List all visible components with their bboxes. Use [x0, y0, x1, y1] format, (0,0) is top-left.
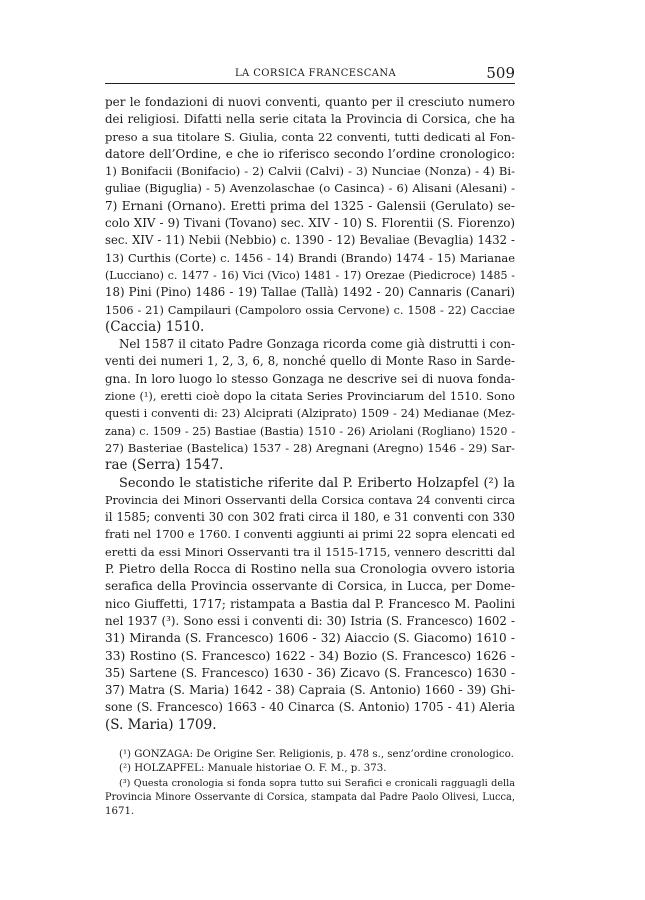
text-line: serafica della Provincia osservante di Corsica, in Lucca, per Dome- [105, 579, 515, 594]
text-line: zana) c. 1509 - 25) Bastiae (Bastia) 1510 - 26) Ariolani (Rogliano) 1520 - [105, 424, 515, 438]
text-line: guliae (Biguglia) - 5) Avenzolaschae (o Casinca) - 6) Alisani (Alesani) - [105, 181, 515, 196]
footnote-3-continued: 1671. [105, 806, 135, 818]
text-line: Secondo le statistiche riferite dal P. Eriberto Holzapfel (²) la [119, 475, 515, 491]
text-line: 35) Sartene (S. Francesco) 1630 - 36) Zicavo (S. Francesco) 1630 - [105, 665, 515, 680]
text-line: eretti da essi Minori Osservanti tra il 1515-1715, vennero descritti dal [105, 544, 515, 559]
text-line: nico Giuffetti, 1717; ristampata a Bastia dal P. Francesco M. Paolini [105, 596, 515, 611]
text-line: venti dei numeri 1, 2, 3, 6, 8, nonché quello di Monte Raso in Sarde- [105, 354, 515, 369]
text-line: sone (S. Francesco) 1663 - 40 Cinarca (S. Antonio) 1705 - 41) Aleria [105, 700, 515, 715]
text-line: (S. Maria) 1709. [105, 716, 217, 733]
footnote-3-continued: Provincia Minore Osservante di Corsica, stampata dal Padre Paolo Olivesi, Lucca, [105, 791, 515, 803]
text-line: per le fondazioni di nuovi conventi, quanto per il cresciuto numero [105, 95, 515, 109]
text-line: datore dell’Ordine, e che io riferisco secondo l’ordine cronologico: [105, 146, 515, 161]
text-line: frati nel 1700 e 1760. I conventi aggiunti ai primi 22 sopra elencati ed [105, 527, 515, 542]
page-header [105, 62, 515, 84]
text-line: sec. XIV - 11) Nebii (Nebbio) c. 1390 - 12) Bevaliae (Bevaglia) 1432 - [105, 233, 515, 248]
text-line: (Lucciano) c. 1477 - 16) Vici (Vico) 1481 - 17) Orezae (Piedicroce) 1485 - [105, 268, 515, 282]
text-line: 1506 - 21) Campilauri (Campoloro ossia Cervone) c. 1508 - 22) Cacciae [105, 303, 515, 317]
text-line: 31) Miranda (S. Francesco) 1606 - 32) Aiaccio (S. Giacomo) 1610 - [105, 631, 515, 646]
text-line: questi i conventi di: 23) Alciprati (Alziprato) 1509 - 24) Medianae (Mez- [105, 407, 515, 421]
text-line: 18) Pini (Pino) 1486 - 19) Tallae (Tallà) 1492 - 20) Cannaris (Canari) [105, 285, 515, 300]
text-line: rae (Serra) 1547. [105, 457, 224, 474]
text-line: preso a sua titolare S. Giulia, conta 22 conventi, tutti dedicati al Fon- [105, 129, 515, 144]
header-rule [105, 83, 515, 84]
text-line: Provincia dei Minori Osservanti della Corsica contava 24 conventi circa [105, 493, 515, 507]
text-line: colo XIV - 9) Tivani (Tovano) sec. XIV - 10) S. Florentii (S. Fiorenzo) [105, 216, 515, 231]
text-line: 7) Ernani (Ornano). Eretti prima del 1325 - Galensii (Gerulato) se- [105, 198, 515, 213]
text-line: il 1585; conventi 30 con 302 frati circa il 180, e 31 conventi con 330 [105, 510, 515, 525]
text-line: 37) Matra (S. Maria) 1642 - 38) Capraia (S. Antonio) 1660 - 39) Ghi- [105, 683, 515, 698]
text-line: P. Pietro della Rocca di Rostino nella sua Cronologia ovvero istoria [105, 562, 515, 577]
page-number: 509 [486, 64, 515, 82]
text-line: dei religiosi. Difatti nella serie citata la Provincia di Corsica, che ha [105, 112, 515, 127]
footnote-1: (¹) GONZAGA: De Origine Ser. Religionis, p. 478 s., senz’ordine cronologico. [119, 749, 514, 760]
text-line: nel 1937 (³). Sono essi i conventi di: 30) Istria (S. Francesco) 1602 - [105, 613, 515, 628]
body-text [105, 94, 515, 734]
text-line: Nel 1587 il citato Padre Gonzaga ricorda come già distrutti i con- [119, 337, 515, 352]
text-line: (Caccia) 1510. [105, 318, 205, 335]
footnote-2: (²) HOLZAPFEL: Manuale historiae O. F. M., p. 373. [119, 763, 387, 775]
text-line: zione (¹), eretti cioè dopo la citata Series Provinciarum del 1510. Sono [105, 389, 515, 404]
running-title: LA CORSICA FRANCESCANA [235, 68, 397, 79]
text-line: 13) Curthis (Corte) c. 1456 - 14) Brandi (Brando) 1474 - 15) Marianae [105, 250, 515, 265]
text-line: 27) Basteriae (Bastelica) 1537 - 28) Aregnani (Aregno) 1546 - 29) Sar- [105, 440, 515, 455]
text-line: 33) Rostino (S. Francesco) 1622 - 34) Bozio (S. Francesco) 1626 - [105, 648, 515, 663]
footnote-3: (³) Questa cronologia si fonda sopra tutto sui Serafici e cronicali ragguagli della [119, 777, 515, 789]
text-line: 1) Bonifacii (Bonifacio) - 2) Calvii (Calvi) - 3) Nunciae (Nonza) - 4) Bi- [105, 164, 515, 179]
text-line: gna. In loro luogo lo stesso Gonzaga ne descrive sei di nuova fonda- [105, 371, 515, 386]
footnotes [105, 748, 515, 819]
